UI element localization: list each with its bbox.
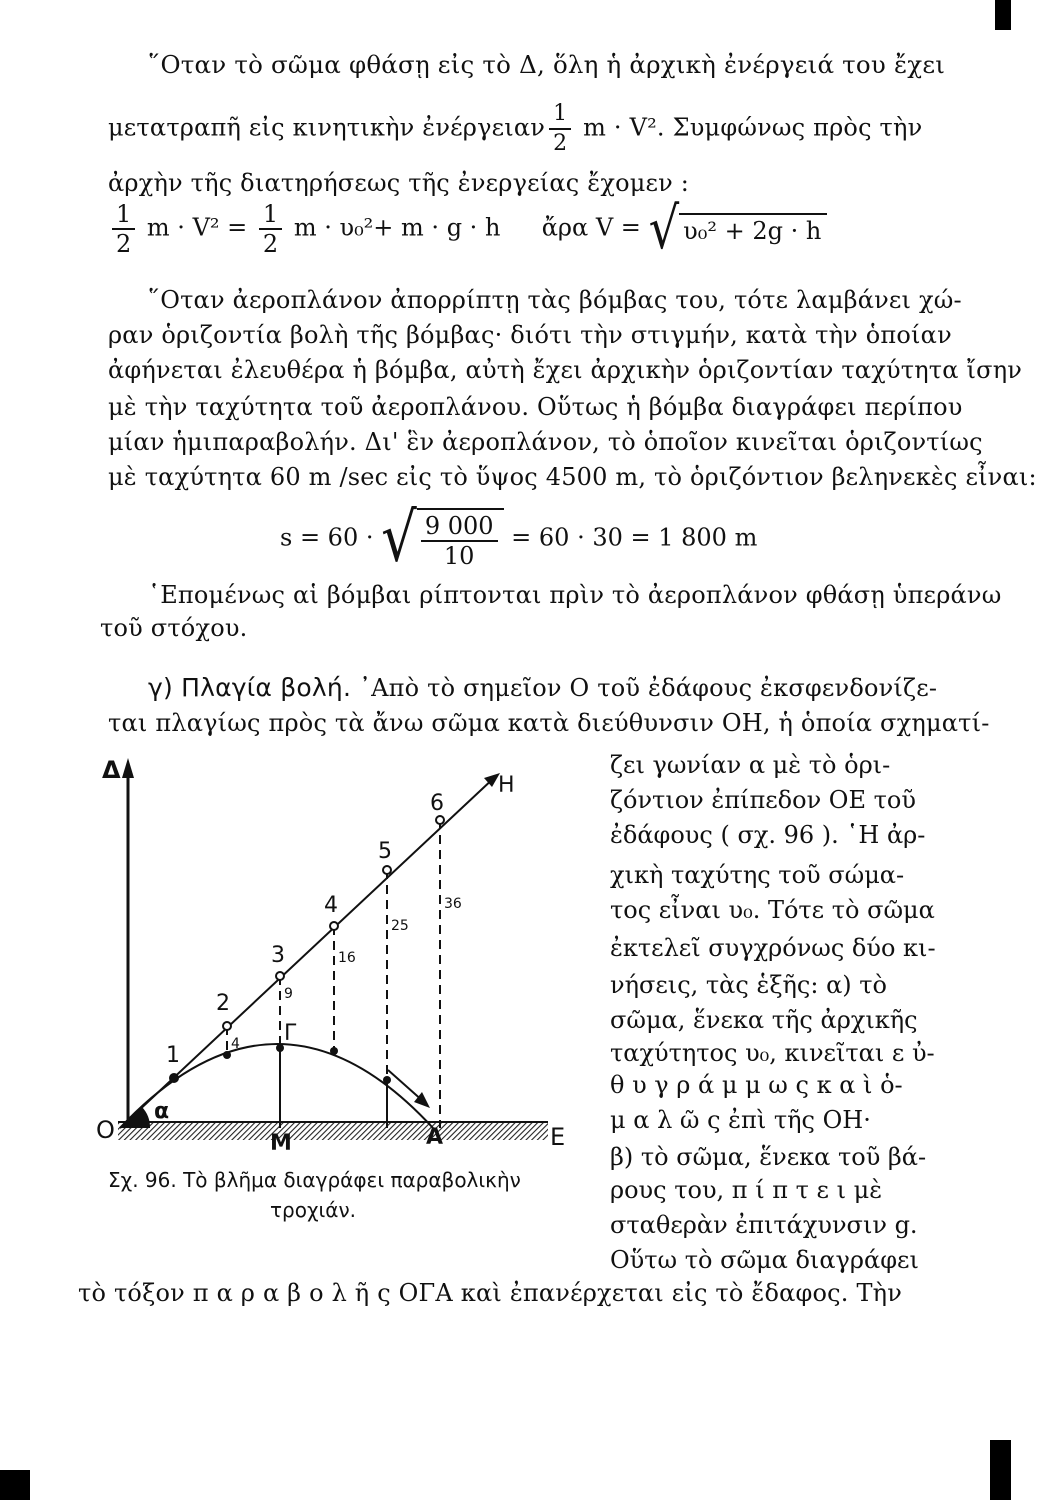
right-column-line: β) τὸ σῶμα, ἕνεκα τοῦ βά- <box>610 1143 927 1171</box>
line-point-4 <box>330 922 338 930</box>
point-label-3: 3 <box>271 943 285 968</box>
formula2-sqrt <box>381 499 503 578</box>
paragraph2-line: μίαν ἡμιπαραβολήν. Δι' ἓν ἀεροπλάνον, τὸ ὁποῖον κινεῖται ὁριζοντίως <box>108 428 983 456</box>
formula1-frac-left-den: 2 <box>116 230 132 258</box>
paragraph1-line2 <box>108 100 922 158</box>
drop-label-16: 16 <box>338 950 356 966</box>
label-delta: Δ <box>102 756 121 784</box>
point-label-2: 2 <box>216 991 230 1016</box>
radical-sign: √ <box>381 499 417 578</box>
formula2-sqrt-content <box>417 508 504 570</box>
vertical-axis-arrowhead <box>122 758 134 778</box>
scan-border-bottom-left <box>0 1470 30 1500</box>
parabola-point <box>170 1074 178 1082</box>
right-column-line: σταθερὰν ἐπιτάχυνσιν g. <box>610 1211 918 1239</box>
right-column-line: νήσεις, τὰς ἑξῆς: α) τὸ <box>610 971 888 999</box>
label-Gamma: Γ <box>284 1021 297 1046</box>
formula2-den: 10 <box>443 542 475 570</box>
paragraph1-line2-post: m · V². Συμφώνως πρὸς τὴν <box>583 113 923 142</box>
last-line: τὸ τόξον π α ρ α β ο λ ῆ ς ΟΓΑ καὶ ἐπανέρχεται εἰς τὸ ἔδαφος. Τὴν <box>78 1279 903 1307</box>
radical-sign: √ <box>648 195 680 263</box>
paragraph2-line: μὲ τὴν ταχύτητα τοῦ ἀεροπλάνου. Οὕτως ἡ βόμβα διαγράφει περίπου <box>108 393 963 421</box>
section-heading: γ) Πλαγία βολή. <box>148 673 352 702</box>
point-label-5: 5 <box>378 839 392 864</box>
section-line1-rest: ᾿Απὸ τὸ σημεῖον Ο τοῦ ἐδάφους ἐκσφενδονίζε- <box>358 674 938 702</box>
label-A: Α <box>426 1125 444 1150</box>
formula1-frac-right <box>259 200 282 258</box>
paragraph3-line: τοῦ στόχου. <box>100 614 248 642</box>
fraction-half <box>549 100 571 158</box>
scan-border-bottom-right <box>990 1440 1011 1500</box>
projectile-figure <box>88 740 578 1156</box>
energy-equation <box>108 195 827 263</box>
point-label-6: 6 <box>430 791 444 816</box>
drop-label-36: 36 <box>444 896 462 912</box>
label-M: Μ <box>270 1131 292 1156</box>
label-H: Η <box>498 773 515 798</box>
formula1-sqrt <box>648 195 828 263</box>
formula1-right: m · υ₀²+ m · g · h <box>293 213 501 242</box>
line-point-6 <box>436 816 444 824</box>
paragraph1-line2-pre: μετατραπῆ εἰς κινητικὴν ἐνέργειαν <box>108 113 546 142</box>
figure-caption-line1: Σχ. 96. Τὸ βλῆμα διαγράφει παραβολικὴν <box>108 1168 521 1192</box>
right-column-line: ἐδάφους ( σχ. 96 ). ῾Η ἀρ- <box>610 821 926 849</box>
range-equation <box>280 499 758 578</box>
label-alpha: α <box>154 1099 170 1124</box>
right-column-line: ζόντιον ἐπίπεδον ΟΕ τοῦ <box>610 786 916 814</box>
paragraph2-line: ἀφήνεται ἐλευθέρα ἡ βόμβα, αὐτὴ ἔχει ἀρχικὴν ὁριζοντίαν ταχύτητα ἴσην <box>108 356 1023 384</box>
right-column-line: ἐκτελεῖ συγχρόνως δύο κι- <box>610 934 936 962</box>
line-point-2 <box>223 1022 231 1030</box>
right-column-line: χικὴ ταχύτης τοῦ σώμα- <box>610 861 905 889</box>
parabola-point <box>383 1076 391 1084</box>
fraction-num: 1 <box>549 100 571 130</box>
paragraph2-line: ραν ὁριζοντία βολὴ τῆς βόμβας· διότι τὴν στιγμήν, κατὰ τὴν ὁποίαν <box>108 321 952 349</box>
right-column-line: σῶμα, ἕνεκα τῆς ἀρχικῆς <box>610 1006 918 1034</box>
drop-label-4: 4 <box>231 1036 240 1052</box>
parabola-point <box>276 1044 284 1052</box>
section-line1 <box>148 673 937 703</box>
scan-border-top-right <box>995 0 1011 30</box>
label-E: Ε <box>550 1123 566 1151</box>
parabola-point <box>330 1047 338 1055</box>
formula1-frac-left-num: 1 <box>112 200 135 230</box>
formula1-frac-right-den: 2 <box>262 230 279 258</box>
formula1-frac-left <box>112 200 135 258</box>
paragraph2-line: μὲ ταχύτητα 60 m /sec εἰς τὸ ὕψος 4500 m, τὸ ὁριζόντιον βεληνεκὲς εἶναι: <box>108 463 1037 491</box>
formula2-frac <box>421 512 498 570</box>
drop-label-9: 9 <box>284 986 293 1002</box>
formula2-num: 9 000 <box>421 512 498 542</box>
paragraph1-line3: ἀρχὴν τῆς διατηρήσεως τῆς ἐνεργείας ἔχομεν : <box>108 169 690 197</box>
label-O: O <box>96 1116 115 1144</box>
right-column-line: μ α λ ῶ ς ἐπὶ τῆς ΟΗ· <box>610 1106 871 1134</box>
line-point-5 <box>383 866 391 874</box>
formula1-frac-right-num: 1 <box>259 200 282 230</box>
figure-caption-line2: τροχιάν. <box>270 1198 357 1222</box>
right-column-line: ρους του, π ί π τ ε ι μὲ <box>610 1176 883 1204</box>
formula1-hence: ἄρα V = <box>541 213 641 242</box>
formula2-lhs: s = 60 · <box>280 523 374 552</box>
fraction-den: 2 <box>553 131 568 156</box>
right-column-line: Οὕτω τὸ σῶμα διαγράφει <box>610 1246 919 1274</box>
angle-alpha <box>120 1107 150 1128</box>
section-line2: ται πλαγίως πρὸς τὰ ἄνω σῶμα κατὰ διεύθυνσιν ΟΗ, ἡ ὁποία σχηματί- <box>108 709 990 737</box>
formula1-sqrt-content: υ₀² + 2g · h <box>679 213 827 245</box>
right-column-line: θ υ γ ρ ά μ μ ω ς κ α ὶ ὁ- <box>610 1071 903 1099</box>
paragraph1-line1: ῞Οταν τὸ σῶμα φθάσῃ εἰς τὸ Δ, ὅλη ἡ ἀρχικὴ ἐνέργειά του ἔχει <box>148 50 946 79</box>
line-point-3 <box>276 972 284 980</box>
point-label-1: 1 <box>166 1043 180 1068</box>
parabola-point <box>223 1051 231 1059</box>
formula1-left: m · V² = <box>146 213 248 242</box>
right-column-line: ζει γωνίαν α μὲ τὸ ὁρι- <box>610 751 891 779</box>
paragraph2-line: ῞Οταν ἀεροπλάνον ἀπορρίπτῃ τὰς βόμβας του, τότε λαμβάνει χώ- <box>148 286 962 314</box>
point-label-4: 4 <box>324 893 338 918</box>
drop-label-25: 25 <box>391 918 409 934</box>
ground-hatch <box>118 1122 548 1140</box>
formula2-rhs: = 60 · 30 = 1 800 m <box>511 523 758 552</box>
paragraph3-line: ῾Επομένως αἱ βόμβαι ρίπτονται πρὶν τὸ ἀεροπλάνον φθάσῃ ὑπεράνω <box>148 581 1002 609</box>
right-column-line: ταχύτητος υ₀, κινεῖται ε ὐ- <box>610 1039 935 1067</box>
right-column-line: τος εἶναι υ₀. Τότε τὸ σῶμα <box>610 896 935 924</box>
